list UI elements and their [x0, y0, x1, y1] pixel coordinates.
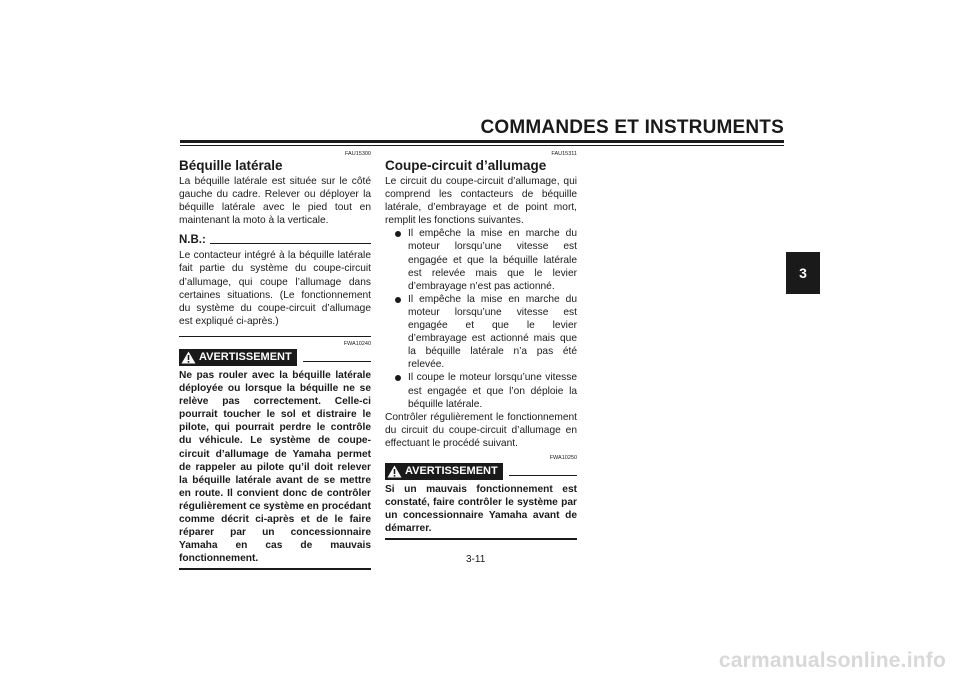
warning-badge [179, 349, 297, 366]
warning-header [385, 463, 577, 480]
section-code: FAU15300 [345, 151, 371, 157]
bullet-icon [395, 231, 401, 237]
section-heading: Coupe-circuit d’allumage [385, 158, 547, 173]
body-paragraph: Contrôler régulièrement le fonctionnement du circuit du coupe-circuit d’allumage en effectuant le procédé suivant. [385, 411, 577, 449]
note-label: N.B.: [179, 234, 206, 247]
header-rule-thin [180, 145, 784, 146]
section-code: FAU15311 [551, 151, 577, 157]
warning-label: AVERTISSEMENT [199, 351, 292, 364]
warning-code: FWA10250 [549, 454, 577, 461]
warning-triangle-icon [387, 465, 402, 478]
warning-triangle-icon [181, 351, 196, 364]
note-text: Le contacteur intégré à la béquille latérale fait partie du système du coupe-circuit d’allumage, qui coupe l’allumage dans certaines situations. (Le fonctionnement du système du coupe-circuit d’allumage est expliqué ci-après.) [179, 250, 371, 327]
section-heading: Béquille latérale [179, 158, 283, 173]
bullet-icon [395, 375, 401, 381]
warning-label: AVERTISSEMENT [405, 465, 498, 478]
bullet-icon [395, 297, 401, 303]
page-number: 3-11 [466, 554, 486, 565]
note-end-rule [179, 336, 371, 337]
bullet-list [385, 227, 577, 410]
note-rule [210, 243, 371, 244]
warning-rule [303, 361, 371, 362]
warning-header [179, 349, 371, 366]
body-paragraph: Le circuit du coupe-circuit d’allumage, qui comprend les contacteurs de béquille latérale, d’embrayage et de point mort, remplit les fonctions suivantes. [385, 176, 577, 227]
warning-text: Ne pas rouler avec la béquille latérale déployée ou lorsque la béquille ne se relève pas correctement. Celle-ci pourrait toucher le sol et distraire le pilote, qui pourrait perdre le contrôle du véhicule. Le système de coupe-circuit d’allumage de Yamaha permet de rappeler au pilote qu’il doit relever la béquille latérale avant de se mettre en route. Il convient donc de contrôler régulièrement ce système en procédant comme décrit ci-après et de le faire réparer par un concessionnaire Yamaha en cas de mauvais fonctionnement. [179, 369, 371, 565]
warning-rule [509, 475, 577, 476]
warning-code: FWA10240 [343, 340, 371, 347]
page-header-title: COMMANDES ET INSTRUMENTS [480, 117, 784, 138]
watermark: carmanualsonline.info [718, 649, 946, 672]
list-item: Il empêche la mise en marche du moteur lorsqu’une vitesse est engagée et que la béquille latérale est relevée mais que le levier d’embrayage n’est pas actionné. [385, 227, 577, 292]
body-paragraph: La béquille latérale est située sur le côté gauche du cadre. Relever ou déployer la béquille latérale avec le pied tout en maintenant la moto à la verticale. [179, 176, 371, 227]
warning-badge [385, 463, 503, 480]
note-header [179, 234, 371, 246]
chapter-tab: 3 [786, 252, 820, 294]
list-item: Il empêche la mise en marche du moteur lorsqu’une vitesse est engagée et que le levier d’embrayage est actionné mais que la béquille latérale n’a pas été relevée. [385, 293, 577, 372]
warning-end-rule [179, 568, 371, 570]
header-rule [180, 140, 784, 143]
warning-end-rule [385, 538, 577, 540]
list-item: Il coupe le moteur lorsqu’une vitesse est engagée et que l’on déploie la béquille latérale. [385, 371, 577, 410]
warning-text: Si un mauvais fonctionnement est constaté, faire contrôler le système par un concessionnaire Yamaha avant de démarrer. [385, 483, 577, 535]
left-column [179, 150, 371, 570]
right-column [385, 150, 577, 540]
